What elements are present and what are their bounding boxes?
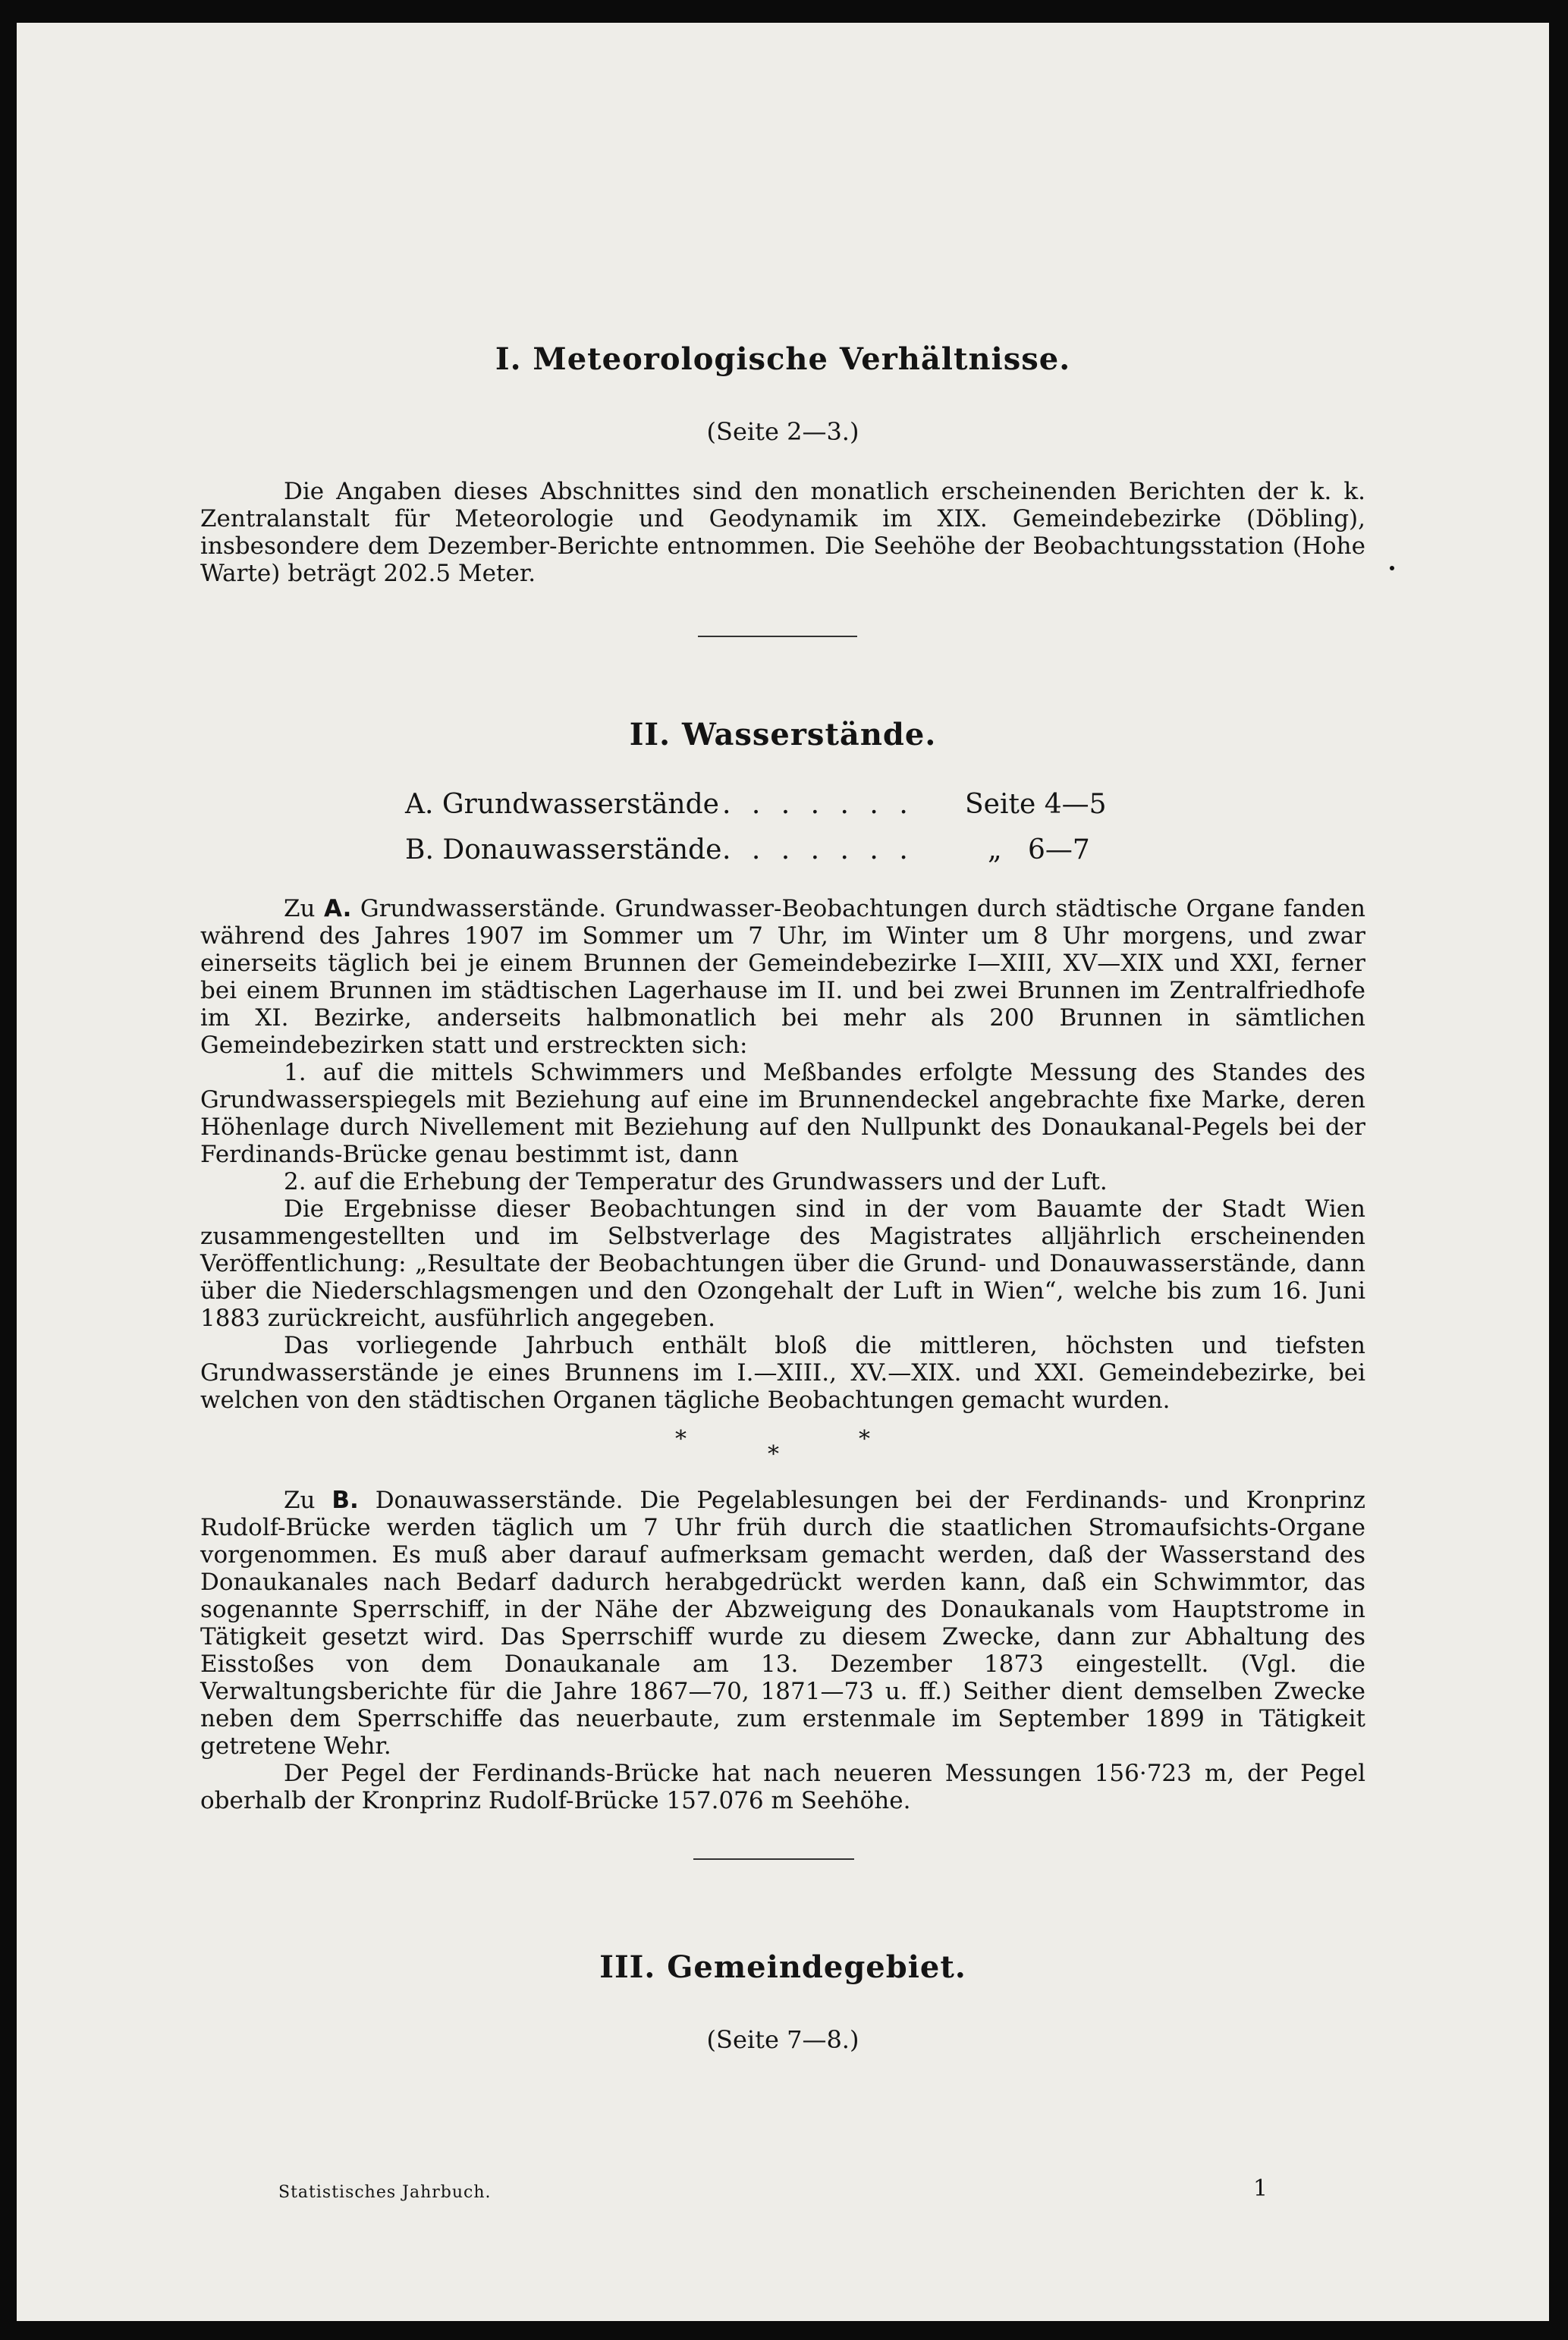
- section-2-title: II. Wasserstände.: [629, 717, 937, 752]
- section-3-pages: (Seite 7—8.): [706, 2025, 859, 2054]
- part-a-text: [200, 895, 1365, 1414]
- part-a-paragraph-3: Das vorliegende Jahrbuch enthält bloß die mittleren, höchsten und tiefsten Grundwasserstände je eines Brunnens im I.—XIII., XV.—XIX. und XXI. Gemeindebezirke, bei welchen von den städtischen Organen tägliche Beobachtungen gemacht wurden.: [200, 1332, 1365, 1414]
- toc-dots-b: . . . . . . .: [722, 834, 914, 865]
- section-1-title: I. Meteorologische Verhältnisse.: [495, 341, 1071, 377]
- part-b-paragraph-1: [200, 1487, 1365, 1760]
- toc-dots-a: . . . . . . .: [722, 789, 914, 820]
- section-divider: [698, 636, 857, 637]
- asterisk-1: *: [675, 1426, 687, 1453]
- part-b-text: [200, 1487, 1365, 1814]
- part-b-intro: Zu: [284, 1487, 316, 1514]
- toc-row-b: [17, 834, 1549, 875]
- part-a-intro: Zu: [284, 895, 316, 922]
- part-b-p1: Donauwasserstände. Die Pegelablesungen bei der Ferdinands- und Kronprinz Rudolf-Brücke werden täglich um 7 Uhr früh durch die staatlichen Stromaufsichts-Organe vorgenommen. Es muß aber darauf aufmerksam gemacht werden, daß der Wasserstand des Donaukanales nach Bedarf dadurch herabgedrückt werden kann, daß ein Schwimmtor, das sogenannte Sperrschiff, in der Nähe der Abzweigung des Donaukanals vom Hauptstrome in Tätigkeit gesetzt wird. Das Sperrschiff wurde zu diesem Zwecke, dann zur Abhaltung des Eisstoßes von dem Donaukanale am 13. Dezember 1873 eingestellt. (Vgl. die Verwaltungsberichte für die Jahre 1867—70, 1871—73 u. ff.) Seither dient demselben Zwecke neben dem Sperrschiffe das neuerbaute, zum erstenmale im September 1899 in Tätigkeit getretene Wehr.: [200, 1487, 1366, 1760]
- toc-label-a: A. Grundwasserstände: [405, 789, 719, 820]
- part-a-item-1: 1. auf die mittels Schwimmers und Meßbandes erfolgte Messung des Standes des Grundwasserspiegels mit Beziehung auf eine im Brunnendeckel angebrachte fixe Marke, deren Höhenlage durch Nivellement mit Beziehung auf den Nullpunkt des Donaukanal-Pegels bei der Ferdinands-Brücke genau bestimmt ist, dann: [200, 1059, 1365, 1168]
- part-b-marker: B.: [332, 1487, 359, 1514]
- part-a-p1: Grundwasserstände. Grundwasser-Beobachtungen durch städtische Organe fanden während des Jahres 1907 im Sommer um 7 Uhr, im Winter um 8 Uhr morgens, und zwar einerseits täglich bei je einem Brunnen der Gemeindebezirke I—XIII, XV—XIX und XXI, ferner bei einem Brunnen im städtischen Lagerhause im II. und bei zwei Brunnen im Zentralfriedhofe im XI. Bezirke, anderseits halbmonatlich bei mehr als 200 Brunnen in sämtlichen Gemeindebezirken statt und erstreckten sich:: [200, 895, 1365, 1059]
- ink-speck: [1390, 566, 1394, 570]
- section-1-paragraph: [200, 478, 1365, 587]
- section-1-text: Die Angaben dieses Abschnittes sind den monatlich erscheinenden Berichten der k. k. Zentralanstalt für Meteorologie und Geodynamik im XIX. Gemeindebezirke (Döbling), insbesondere dem Dezember-Berichte entnommen. Die Seehöhe der Beobachtungsstation (Hohe Warte) beträgt 202.5 Meter.: [200, 478, 1365, 587]
- section-divider-2: [693, 1858, 854, 1860]
- footer-title: Statistisches Jahrbuch.: [278, 2183, 492, 2202]
- part-a-paragraph-2: Die Ergebnisse dieser Beobachtungen sind in der vom Bauamte der Stadt Wien zusammengestellten und im Selbstverlage des Magistrates alljährlich erscheinenden Veröffentlichung: „Resultate der Beobachtungen über die Grund- und Donauwasserstände, dann über die Niederschlagsmengen und den Ozongehalt der Luft in Wien“, welche bis zum 16. Juni 1883 zurückreicht, ausführlich angegeben.: [200, 1195, 1365, 1332]
- toc-row-a: [17, 789, 1549, 830]
- part-b-paragraph-2: Der Pegel der Ferdinands-Brücke hat nach neueren Messungen 156·723 m, der Pegel oberhalb der Kronprinz Rudolf-Brücke 157.076 m Seehöhe.: [200, 1760, 1365, 1814]
- part-a-marker: A.: [324, 895, 352, 922]
- page-number: 1: [1253, 2175, 1268, 2202]
- part-a-item-2: 2. auf die Erhebung der Temperatur des Grundwassers und der Luft.: [284, 1168, 1108, 1195]
- toc-page-a: Seite 4—5: [965, 789, 1107, 820]
- asterisk-3: *: [859, 1426, 870, 1453]
- section-3-title: III. Gemeindegebiet.: [599, 1949, 966, 1985]
- section-1-pages: (Seite 2—3.): [706, 417, 859, 446]
- part-a-paragraph-1: [200, 895, 1365, 1059]
- asterisk-2: *: [768, 1441, 779, 1468]
- toc-page-b: „ 6—7: [988, 834, 1090, 865]
- page: [17, 23, 1549, 2321]
- toc-label-b: B. Donauwasserstände: [405, 834, 722, 865]
